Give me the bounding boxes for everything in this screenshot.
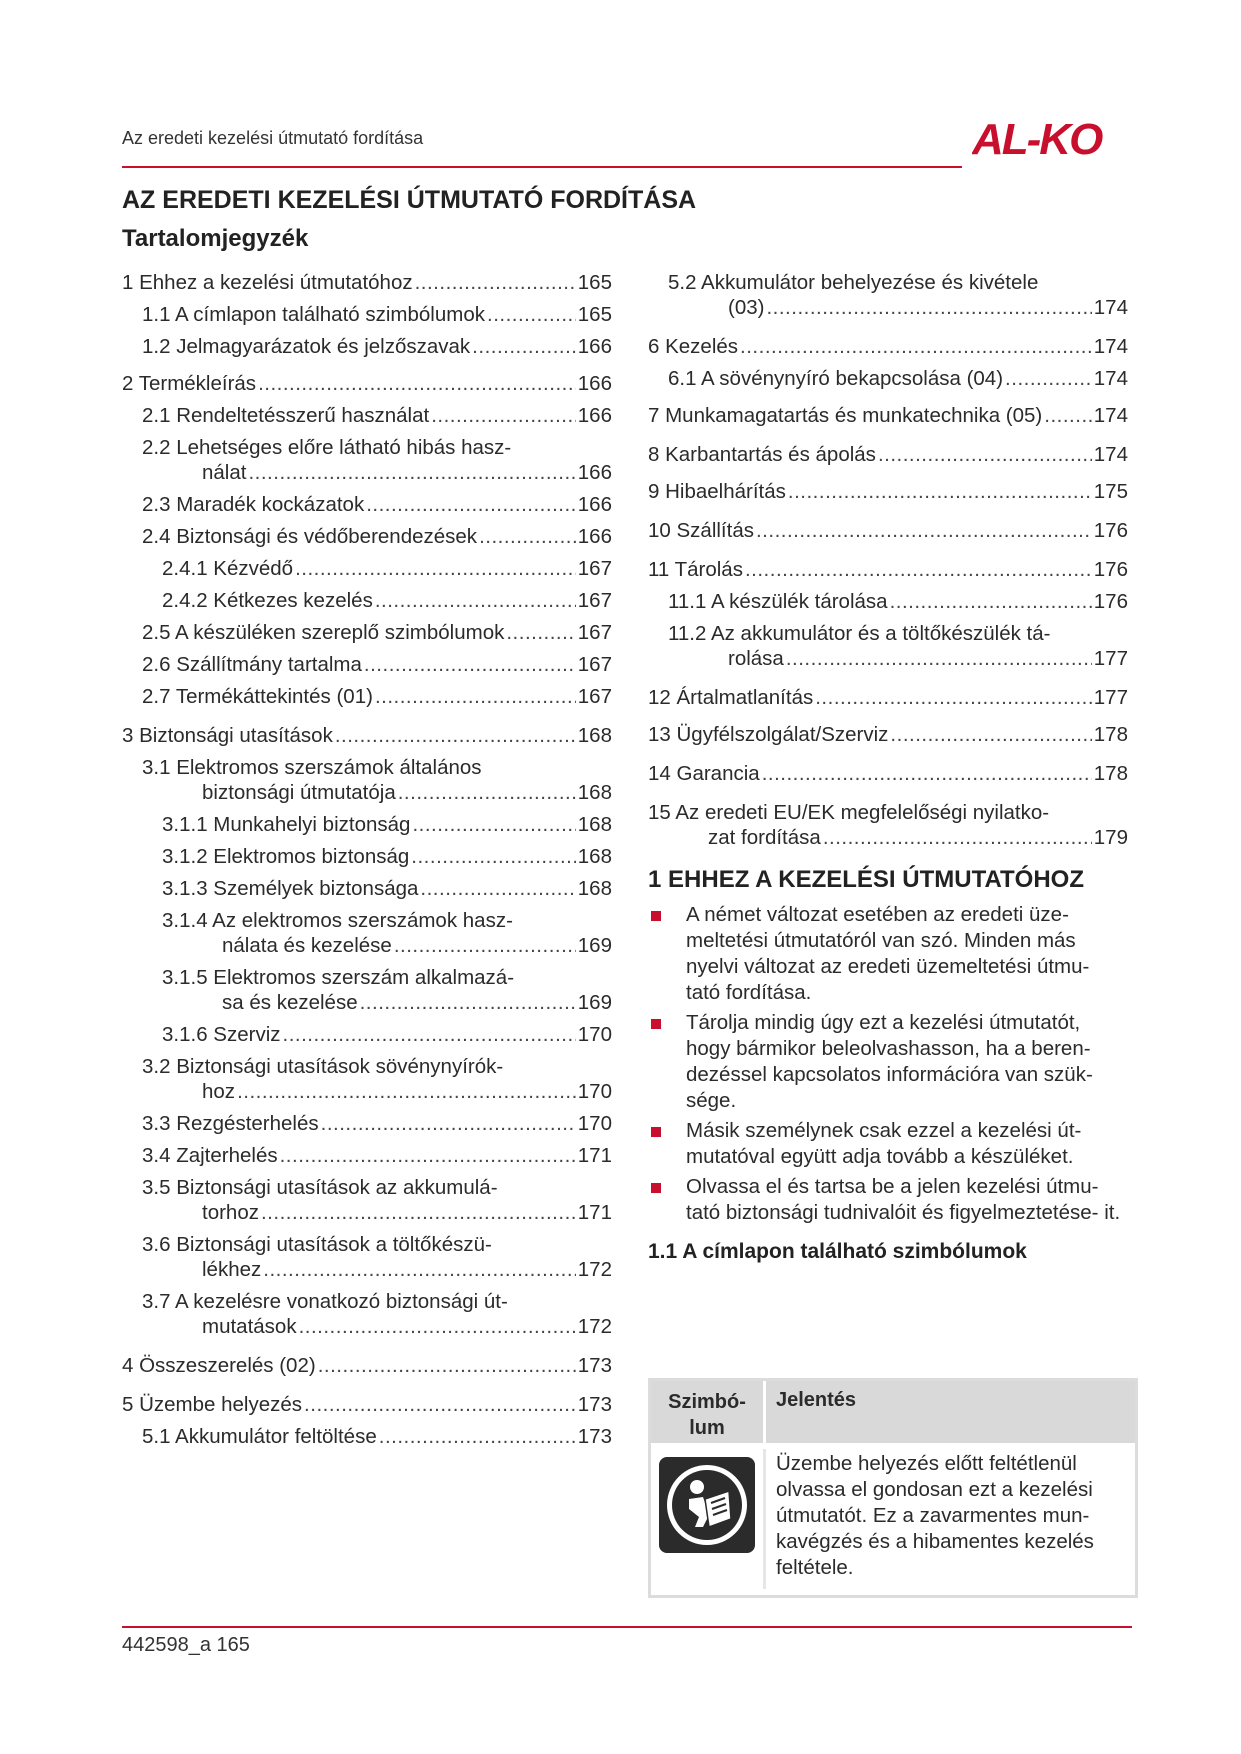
toc-entry-page: 170: [577, 1080, 612, 1103]
bullet-square-icon: [651, 1127, 661, 1137]
toc-right-column: [648, 270, 1128, 1264]
toc-entry-title: 2.4.1 Kézvédő: [162, 557, 294, 580]
leader-dots: [375, 684, 576, 709]
leader-dots: [283, 1022, 576, 1047]
toc-entry-page: 178: [1093, 762, 1128, 785]
toc-entry[interactable]: [122, 652, 612, 677]
leader-dots: [364, 652, 576, 677]
toc-entry-page: 177: [1093, 686, 1128, 709]
toc-entry-page: 178: [1093, 723, 1128, 746]
toc-entry-title: 3.2 Biztonsági utasítások sövénynyírók-: [142, 1055, 504, 1078]
bullet-item: A német változat esetében az eredeti üze- meltetési útmutatóról van szó. Minden más nyelvi változat az eredeti üzemeltetési útmu- tató fordítása.: [648, 902, 1128, 1006]
toc-entry-page: 174: [1093, 296, 1128, 319]
toc-entry-title: 1.1 A címlapon található szimbólumok: [142, 303, 485, 326]
leader-dots: [398, 780, 576, 805]
toc-entry-title: 12 Ártalmatlanítás: [648, 686, 814, 709]
toc-entry-title: 14 Garancia: [648, 762, 760, 785]
leader-dots: [379, 1424, 576, 1449]
toc-entry-title: 3.6 Biztonsági utasítások a töltőkészü-: [142, 1233, 492, 1256]
toc-entry[interactable]: [648, 403, 1128, 428]
toc-entry[interactable]: [122, 723, 612, 748]
toc-entry[interactable]: [122, 1392, 612, 1417]
toc-entry-page: 171: [577, 1201, 612, 1224]
toc-entry-title: 3.1.2 Elektromos biztonság: [162, 845, 410, 868]
toc-entry-page: 176: [1093, 519, 1128, 542]
toc-entry[interactable]: [122, 524, 612, 549]
toc-entry-page: 167: [577, 621, 612, 644]
toc-entry-page: 174: [1093, 367, 1128, 390]
table-header: [651, 1381, 1135, 1443]
toc-entry[interactable]: [122, 403, 612, 428]
leader-dots: [335, 723, 576, 748]
leader-dots: [740, 334, 1092, 359]
toc-entry-title: 2.3 Maradék kockázatok: [142, 493, 365, 516]
leader-dots: [472, 334, 576, 359]
leader-dots: [745, 557, 1092, 582]
toc-entry[interactable]: [648, 557, 1128, 582]
toc-entry[interactable]: [122, 371, 612, 396]
leader-dots: [366, 492, 576, 517]
toc-entry[interactable]: [122, 620, 612, 645]
toc-entry[interactable]: [122, 492, 612, 517]
toc-entry-page: 166: [577, 493, 612, 516]
toc-entry-page: 173: [577, 1425, 612, 1448]
toc-entry[interactable]: [122, 1232, 612, 1282]
toc-entry-title: 3.5 Biztonsági utasítások az akkumulá-: [142, 1176, 498, 1199]
toc-entry[interactable]: [122, 1111, 612, 1136]
leader-dots: [479, 524, 576, 549]
leader-dots: [890, 589, 1092, 614]
leader-dots: [890, 722, 1091, 747]
leader-dots: [487, 302, 576, 327]
toc-entry-title: 6.1 A sövénynyíró bekapcsolása (04): [668, 367, 1004, 390]
toc-entry-page: 174: [1093, 335, 1128, 358]
toc-entry-page: 172: [577, 1258, 612, 1281]
col-meaning-header: Jelentés: [776, 1389, 857, 1411]
toc-entry-page: 174: [1093, 443, 1128, 466]
toc-entry-title: 13 Ügyfélszolgálat/Szerviz: [648, 723, 889, 746]
toc-entry[interactable]: [648, 479, 1128, 504]
toc-entry[interactable]: [122, 1353, 612, 1378]
toc-entry-page: 173: [577, 1354, 612, 1377]
toc-entry-title-cont: rolása: [728, 647, 784, 670]
toc-entry[interactable]: [648, 518, 1128, 543]
toc-entry-title: 4 Összeszerelés (02): [122, 1354, 316, 1377]
bullet-square-icon: [651, 911, 661, 921]
section-heading: 1 EHHEZ A KEZELÉSI ÚTMUTATÓHOZ: [648, 866, 1084, 893]
toc-entry[interactable]: [122, 334, 612, 359]
leader-dots: [823, 825, 1092, 850]
toc-entry-title: 8 Karbantartás és ápolás: [648, 443, 876, 466]
toc-entry-page: 176: [1093, 558, 1128, 581]
bullet-square-icon: [651, 1183, 661, 1193]
toc-entry-title-cont: nálat: [202, 461, 247, 484]
svg-text:AL-KO: AL-KO: [972, 116, 1102, 162]
toc-entry[interactable]: [122, 755, 612, 805]
toc-entry-title: 3.1.1 Munkahelyi biztonság: [162, 813, 411, 836]
toc-entry[interactable]: [122, 876, 612, 901]
footer-doc-code: 442598_a 165: [122, 1634, 250, 1656]
toc-entry-title: 15 Az eredeti EU/EK megfelelőségi nyilatko-: [648, 801, 1050, 824]
bullet-list: [648, 902, 1128, 1226]
toc-entry[interactable]: [648, 366, 1128, 391]
leader-dots: [280, 1143, 576, 1168]
toc-entry-page: 173: [577, 1393, 612, 1416]
toc-title: Tartalomjegyzék: [122, 225, 309, 252]
toc-entry[interactable]: [648, 800, 1128, 850]
meaning-text: Üzembe helyezés előtt feltétlenül olvassa el gondosan ezt a kezelési útmutatót. Ez a zavarmentes mun- kavégzés és a hibamentes kezelés feltétele.: [776, 1452, 1094, 1579]
toc-entry[interactable]: [122, 1175, 612, 1225]
toc-entry-title-cont: (03): [728, 296, 765, 319]
bullet-item: Másik személynek csak ezzel a kezelési út- mutatóval együtt adja tovább a készüléket.: [648, 1118, 1128, 1170]
bullet-square-icon: [651, 1019, 661, 1029]
toc-entry-title: 2.2 Lehetséges előre látható hibás hasz-: [142, 436, 512, 459]
toc-entry-page: 165: [577, 271, 612, 294]
toc-entry-page: 168: [577, 845, 612, 868]
toc-entry-title: 3.1.3 Személyek biztonsága: [162, 877, 419, 900]
toc-entry-page: 168: [577, 724, 612, 747]
toc-entry-title: 6 Kezelés: [648, 335, 739, 358]
toc-entry-title: 5.1 Akkumulátor feltöltése: [142, 1425, 377, 1448]
toc-entry[interactable]: [648, 621, 1128, 671]
toc-entry-page: 168: [577, 781, 612, 804]
leader-dots: [412, 812, 575, 837]
toc-entry-title: 3.1 Elektromos szerszámok általános: [142, 756, 482, 779]
toc-entry-title-cont: mutatások: [202, 1315, 297, 1338]
toc-entry[interactable]: [122, 965, 612, 1015]
toc-entry-page: 174: [1093, 404, 1128, 427]
toc-entry-title: 3.7 A kezelésre vonatkozó biztonsági út-: [142, 1290, 508, 1313]
toc-entry-page: 169: [577, 991, 612, 1014]
leader-dots: [237, 1079, 576, 1104]
symbol-table: [648, 1378, 1138, 1598]
leader-dots: [411, 844, 576, 869]
leader-dots: [304, 1392, 576, 1417]
leader-dots: [420, 876, 575, 901]
toc-entry-title: 11.1 A készülék tárolása: [668, 590, 888, 613]
toc-entry-title: 3.1.6 Szerviz: [162, 1023, 281, 1046]
toc-entry-title: 5.2 Akkumulátor behelyezése és kivétele: [668, 271, 1039, 294]
toc-entry[interactable]: [648, 722, 1128, 747]
toc-entry[interactable]: [648, 442, 1128, 467]
leader-dots: [815, 685, 1092, 710]
toc-entry-page: 167: [577, 685, 612, 708]
leader-dots: [261, 1200, 576, 1225]
toc-entry[interactable]: [122, 588, 612, 613]
toc-entry[interactable]: [122, 684, 612, 709]
toc-entry-title: 5 Üzembe helyezés: [122, 1393, 303, 1416]
toc-entry[interactable]: [648, 270, 1128, 320]
toc-entry[interactable]: [122, 1022, 612, 1047]
toc-entry-title: 3.1.4 Az elektromos szerszámok hasz-: [162, 909, 513, 932]
toc-entry-page: 169: [577, 934, 612, 957]
toc-entry-title-cont: biztonsági útmutatója: [202, 781, 396, 804]
toc-entry-page: 168: [577, 813, 612, 836]
toc-right-list: [648, 270, 1128, 850]
toc-entry-page: 172: [577, 1315, 612, 1338]
toc-entry-page: 170: [577, 1023, 612, 1046]
toc-entry-title: 3.1.5 Elektromos szerszám alkalmazá-: [162, 966, 515, 989]
toc-entry-title: 2.6 Szállítmány tartalma: [142, 653, 362, 676]
toc-entry[interactable]: [122, 812, 612, 837]
toc-entry-page: 166: [577, 461, 612, 484]
toc-entry-title: 11 Tárolás: [648, 558, 743, 581]
header-rule: [122, 166, 962, 168]
toc-entry-page: 179: [1093, 826, 1128, 849]
leader-dots: [394, 933, 576, 958]
toc-entry-title-cont: zat fordítása: [708, 826, 821, 849]
toc-entry-title: 2.4 Biztonsági és védőberendezések: [142, 525, 478, 548]
toc-entry[interactable]: [122, 1143, 612, 1168]
leader-dots: [415, 270, 576, 295]
leader-dots: [431, 403, 576, 428]
toc-entry[interactable]: [122, 556, 612, 581]
alko-logo: [972, 116, 1132, 162]
sub-heading: 1.1 A címlapon található szimbólumok: [648, 1240, 1027, 1263]
toc-entry-page: 176: [1093, 590, 1128, 613]
leader-dots: [786, 646, 1092, 671]
toc-entry-title-cont: lékhez: [202, 1258, 262, 1281]
leader-dots: [762, 761, 1092, 786]
leader-dots: [295, 556, 576, 581]
toc-entry-title: 10 Szállítás: [648, 519, 754, 542]
toc-entry-page: 168: [577, 877, 612, 900]
toc-entry-title: 2.7 Termékáttekintés (01): [142, 685, 373, 708]
read-manual-icon: [659, 1457, 755, 1553]
toc-entry-title-cont: nálata és kezelése: [222, 934, 392, 957]
leader-dots: [788, 479, 1092, 504]
toc-entry-page: 170: [577, 1112, 612, 1135]
toc-entry-page: 166: [577, 335, 612, 358]
toc-entry-title: 7 Munkamagatartás és munkatechnika (05): [648, 404, 1043, 427]
leader-dots: [766, 295, 1091, 320]
toc-entry[interactable]: [648, 761, 1128, 786]
toc-entry-title: 3.4 Zajterhelés: [142, 1144, 278, 1167]
toc-entry-page: 167: [577, 653, 612, 676]
toc-entry-page: 167: [577, 589, 612, 612]
toc-entry[interactable]: [648, 589, 1128, 614]
toc-entry-title: 2.5 A készüléken szereplő szimbólumok: [142, 621, 505, 644]
leader-dots: [375, 588, 576, 613]
bullet-item: Olvassa el és tartsa be a jelen kezelési útmu- tató biztonsági tudnivalóit és figyelmeztetése- it.: [648, 1174, 1128, 1226]
toc-entry[interactable]: [648, 334, 1128, 359]
leader-dots: [1044, 403, 1092, 428]
toc-entry[interactable]: [122, 1424, 612, 1449]
toc-entry[interactable]: [122, 435, 612, 485]
toc-entry[interactable]: [648, 685, 1128, 710]
toc-entry-page: 175: [1093, 480, 1128, 503]
footer-rule: [122, 1626, 1132, 1628]
toc-entry-title: 11.2 Az akkumulátor és a töltőkészülék tá-: [668, 622, 1051, 645]
running-header: Az eredeti kezelési útmutató fordítása: [122, 128, 424, 148]
toc-entry-title-cont: sa és kezelése: [222, 991, 358, 1014]
toc-entry[interactable]: [122, 302, 612, 327]
leader-dots: [756, 518, 1092, 543]
document-title: AZ EREDETI KEZELÉSI ÚTMUTATÓ FORDÍTÁSA: [122, 186, 697, 214]
leader-dots: [299, 1314, 576, 1339]
leader-dots: [321, 1111, 576, 1136]
toc-entry-page: 167: [577, 557, 612, 580]
leader-dots: [248, 460, 575, 485]
leader-dots: [263, 1257, 576, 1282]
bullet-item: Tárolja mindig úgy ezt a kezelési útmutatót, hogy bármikor beleolvashasson, ha a beren- dezéssel kapcsolatos információra van szük- sége.: [648, 1010, 1128, 1114]
toc-entry-title: 2 Termékleírás: [122, 372, 257, 395]
toc-entry[interactable]: [122, 908, 612, 958]
toc-entry-title: 1 Ehhez a kezelési útmutatóhoz: [122, 271, 413, 294]
toc-entry-page: 165: [577, 303, 612, 326]
toc-entry-title: 3.3 Rezgésterhelés: [142, 1112, 319, 1135]
toc-entry-page: 177: [1093, 647, 1128, 670]
toc-entry-title-cont: torhoz: [202, 1201, 259, 1224]
leader-dots: [360, 990, 576, 1015]
toc-entry-page: 171: [577, 1144, 612, 1167]
toc-entry-title: 2.4.2 Kétkezes kezelés: [162, 589, 373, 612]
leader-dots: [878, 442, 1092, 467]
toc-entry-title-cont: hoz: [202, 1080, 236, 1103]
toc-entry-title: 9 Hibaelhárítás: [648, 480, 786, 503]
toc-entry[interactable]: [122, 844, 612, 869]
toc-entry-title: 2.1 Rendeltetésszerű használat: [142, 404, 430, 427]
col-symbol-header: Szimbó- lum: [651, 1381, 766, 1443]
leader-dots: [506, 620, 575, 645]
toc-entry-title: 3 Biztonsági utasítások: [122, 724, 333, 747]
leader-dots: [318, 1353, 576, 1378]
leader-dots: [1005, 366, 1092, 391]
toc-entry-title: 1.2 Jelmagyarázatok és jelzőszavak: [142, 335, 471, 358]
table-row: [651, 1443, 1135, 1595]
toc-entry-page: 166: [577, 525, 612, 548]
leader-dots: [258, 371, 576, 396]
toc-entry-page: 166: [577, 372, 612, 395]
toc-entry[interactable]: [122, 270, 612, 295]
toc-entry[interactable]: [122, 1289, 612, 1339]
toc-left-column: [122, 270, 612, 1449]
section-1: [648, 866, 1128, 1264]
toc-entry[interactable]: [122, 1054, 612, 1104]
toc-entry-page: 166: [577, 404, 612, 427]
